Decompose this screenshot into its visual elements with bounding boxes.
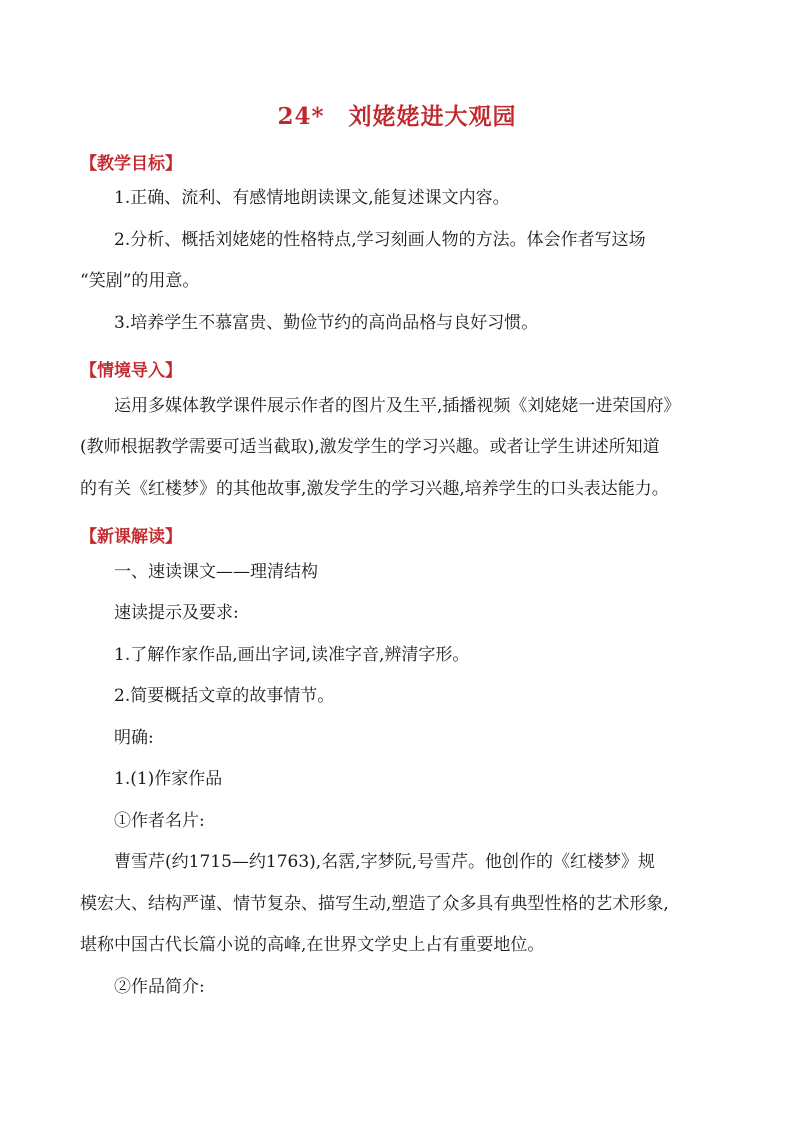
lesson-line-7: ①作者名片:	[114, 811, 205, 831]
lesson-line-9: 模宏大、结构严谨、情节复杂、描写生动,塑造了众多具有典型性格的艺术形象,	[80, 894, 669, 914]
lesson-line-3: 1.了解作家作品,画出字词,读准字音,辨清字形。	[114, 645, 470, 665]
lesson-line-5: 明确:	[114, 728, 154, 748]
section-heading-lesson: 【新课解读】	[80, 527, 182, 547]
lesson-line-11: ②作品简介:	[114, 977, 205, 997]
objective-line-1: 1.正确、流利、有感情地朗读课文,能复述课文内容。	[114, 188, 510, 208]
intro-line-1: 运用多媒体教学课件展示作者的图片及生平,插播视频《刘姥姥一进荣国府》	[114, 396, 681, 416]
objective-line-2: 2.分析、概括刘姥姥的性格特点,学习刻画人物的方法。体会作者写这场	[114, 230, 646, 250]
lesson-line-4: 2.简要概括文章的故事情节。	[114, 686, 335, 706]
page-title: 24* 刘姥姥进大观园	[277, 103, 517, 130]
section-heading-objectives: 【教学目标】	[80, 154, 182, 174]
lesson-line-10: 堪称中国古代长篇小说的高峰,在世界文学史上占有重要地位。	[80, 935, 545, 955]
objective-line-2-cont: “笑剧”的用意。	[80, 271, 200, 291]
objective-line-3: 3.培养学生不慕富贵、勤俭节约的高尚品格与良好习惯。	[114, 313, 539, 333]
lesson-line-1: 一、速读课文——理清结构	[114, 562, 318, 582]
lesson-line-6: 1.(1)作家作品	[114, 769, 223, 789]
lesson-line-2: 速读提示及要求:	[114, 603, 239, 623]
intro-line-2: (教师根据教学需要可适当截取),激发学生的学习兴趣。或者让学生讲述所知道	[80, 437, 660, 457]
lesson-line-8: 曹雪芹(约1715—约1763),名霑,字梦阮,号雪芹。他创作的《红楼梦》规	[114, 852, 656, 872]
section-heading-intro: 【情境导入】	[80, 361, 182, 381]
intro-line-3: 的有关《红楼梦》的其他故事,激发学生的学习兴趣,培养学生的口头表达能力。	[80, 479, 669, 499]
